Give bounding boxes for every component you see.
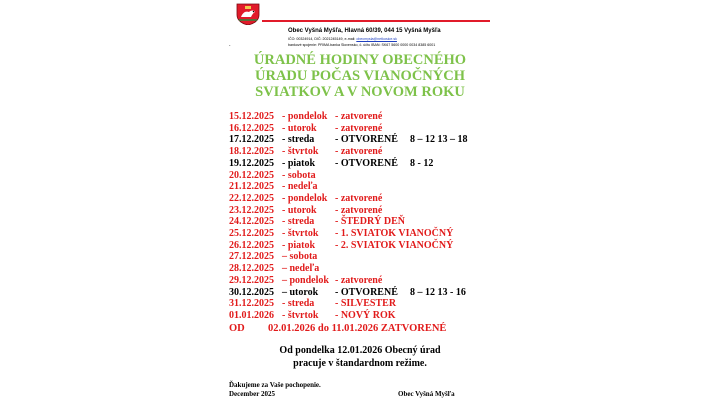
schedule-row	[0, 310, 720, 322]
schedule-date: 15.12.2025	[229, 111, 274, 122]
schedule-day: - streda	[282, 298, 315, 310]
schedule-row	[0, 287, 720, 299]
header-email-link[interactable]: obecmysla@netkosice.sk	[356, 37, 397, 41]
schedule-row	[0, 193, 720, 205]
schedule-date: 21.12.2025	[229, 181, 274, 193]
title-line-2: ÚRADU POČAS VIANOČNÝCH	[255, 68, 465, 84]
schedule-status: - NOVÝ ROK	[335, 309, 396, 321]
header-rule	[262, 20, 490, 22]
title-line-3: SVIATKOV A V NOVOM ROKU	[255, 84, 465, 100]
schedule-day: – sobota	[282, 251, 318, 263]
schedule-row	[0, 205, 720, 217]
stray-mark: .	[229, 42, 231, 48]
schedule-date: 28.12.2025	[229, 263, 274, 275]
schedule-day: - piatok	[282, 157, 316, 169]
schedule-date: 16.12.2025	[229, 122, 274, 134]
schedule-row	[0, 158, 720, 170]
schedule-date: 26.12.2025	[229, 239, 274, 251]
header-bank-line: bankové spojenie: PRIMA banka Slovensko, č. účtu IBAN: SK67 5600 0000 0034 8385 6001	[288, 43, 436, 47]
schedule-hours: 8 - 12	[410, 157, 434, 169]
schedule-day: - nedeľa	[282, 181, 318, 193]
schedule-day: - štvrtok	[282, 309, 319, 321]
schedule-row	[0, 228, 720, 240]
schedule-row	[0, 240, 720, 252]
notice-line-1: Od pondelka 12.01.2026 Obecný úrad	[279, 345, 441, 356]
notice-line-2: pracuje v štandardnom režime.	[293, 358, 427, 369]
schedule-day: - utorok	[282, 122, 317, 134]
schedule-status: - zatvorené	[335, 274, 383, 286]
page-title	[200, 52, 520, 100]
municipal-crest-icon	[236, 3, 260, 25]
schedule-status: - zatvorené	[335, 122, 383, 134]
schedule-status: - zatvorené	[335, 111, 383, 122]
schedule-date: 22.12.2025	[229, 192, 274, 204]
schedule-row	[0, 263, 720, 275]
schedule-date: 17.12.2025	[229, 134, 274, 146]
schedule-status: - 1. SVIATOK VIANOČNÝ	[335, 228, 454, 239]
schedule-row	[0, 251, 720, 263]
header-ids: IČO: 00324914, DIČ: 2021245149, e-mail:	[288, 37, 356, 41]
schedule-date: 20.12.2025	[229, 169, 274, 181]
signature: Obec Vyšná Myšľa	[398, 390, 455, 398]
schedule-row	[0, 181, 720, 193]
closure-row	[0, 323, 720, 335]
schedule-hours: 8 – 12 13 – 18	[410, 134, 468, 146]
schedule-status: - OTVORENÉ	[335, 157, 398, 169]
schedule-status: - OTVORENÉ	[335, 286, 398, 298]
schedule-day: - streda	[282, 134, 315, 146]
schedule-row	[0, 123, 720, 135]
schedule-status: - zatvorené	[335, 204, 383, 216]
schedule-date: 31.12.2025	[229, 298, 274, 310]
schedule-row	[0, 134, 720, 146]
schedule-date: 24.12.2025	[229, 216, 274, 228]
schedule-date: 01.01.2026	[229, 309, 274, 321]
schedule-day: - štvrtok	[282, 146, 319, 158]
schedule-day: - streda	[282, 216, 315, 228]
schedule-day: - štvrtok	[282, 228, 319, 239]
schedule-day: – nedeľa	[282, 263, 320, 275]
schedule-date: 23.12.2025	[229, 204, 274, 216]
header-ids-line	[288, 37, 397, 41]
schedule-date: 30.12.2025	[229, 286, 274, 298]
schedule-date: 29.12.2025	[229, 274, 274, 286]
header-org-line: Obec Vyšná Myšľa, Hlavná 60/39, 044 15 Vyšná Myšľa	[288, 28, 441, 34]
schedule-row	[0, 216, 720, 228]
schedule-status: - OTVORENÉ	[335, 134, 398, 146]
schedule-day: - pondelok	[282, 111, 328, 122]
schedule-day: – utorok	[282, 286, 319, 298]
schedule-date: 25.12.2025	[229, 228, 274, 239]
schedule-day: - sobota	[282, 169, 316, 181]
schedule-status: - SILVESTER	[335, 298, 397, 310]
schedule-row	[0, 275, 720, 287]
schedule-row	[0, 111, 720, 123]
schedule-row	[0, 146, 720, 158]
title-line-1: ÚRADNÉ HODINY OBECNÉHO	[253, 52, 467, 68]
footer-date: December 2025	[229, 390, 275, 398]
schedule-status: - ŠTEDRÝ DEŇ	[335, 216, 406, 228]
closure-text: 02.01.2026 do 11.01.2026 ZATVORENÉ	[268, 322, 447, 334]
schedule-hours: 8 – 12 13 - 16	[410, 286, 466, 298]
closure-label: OD	[229, 322, 245, 334]
thanks-text: Ďakujeme za Vaše pochopenie.	[229, 381, 321, 389]
schedule-date: 18.12.2025	[229, 146, 274, 158]
schedule-status: - 2. SVIATOK VIANOČNÝ	[335, 239, 454, 251]
schedule-row	[0, 298, 720, 310]
schedule-date: 27.12.2025	[229, 251, 274, 263]
schedule-status: - zatvorené	[335, 192, 383, 204]
schedule-day: – pondelok	[282, 274, 329, 286]
schedule-date: 19.12.2025	[229, 157, 274, 169]
schedule-row	[0, 170, 720, 182]
schedule-status: - zatvorené	[335, 146, 383, 158]
schedule-day: - utorok	[282, 204, 317, 216]
schedule-day: - pondelok	[282, 192, 328, 204]
schedule-day: - piatok	[282, 239, 316, 251]
